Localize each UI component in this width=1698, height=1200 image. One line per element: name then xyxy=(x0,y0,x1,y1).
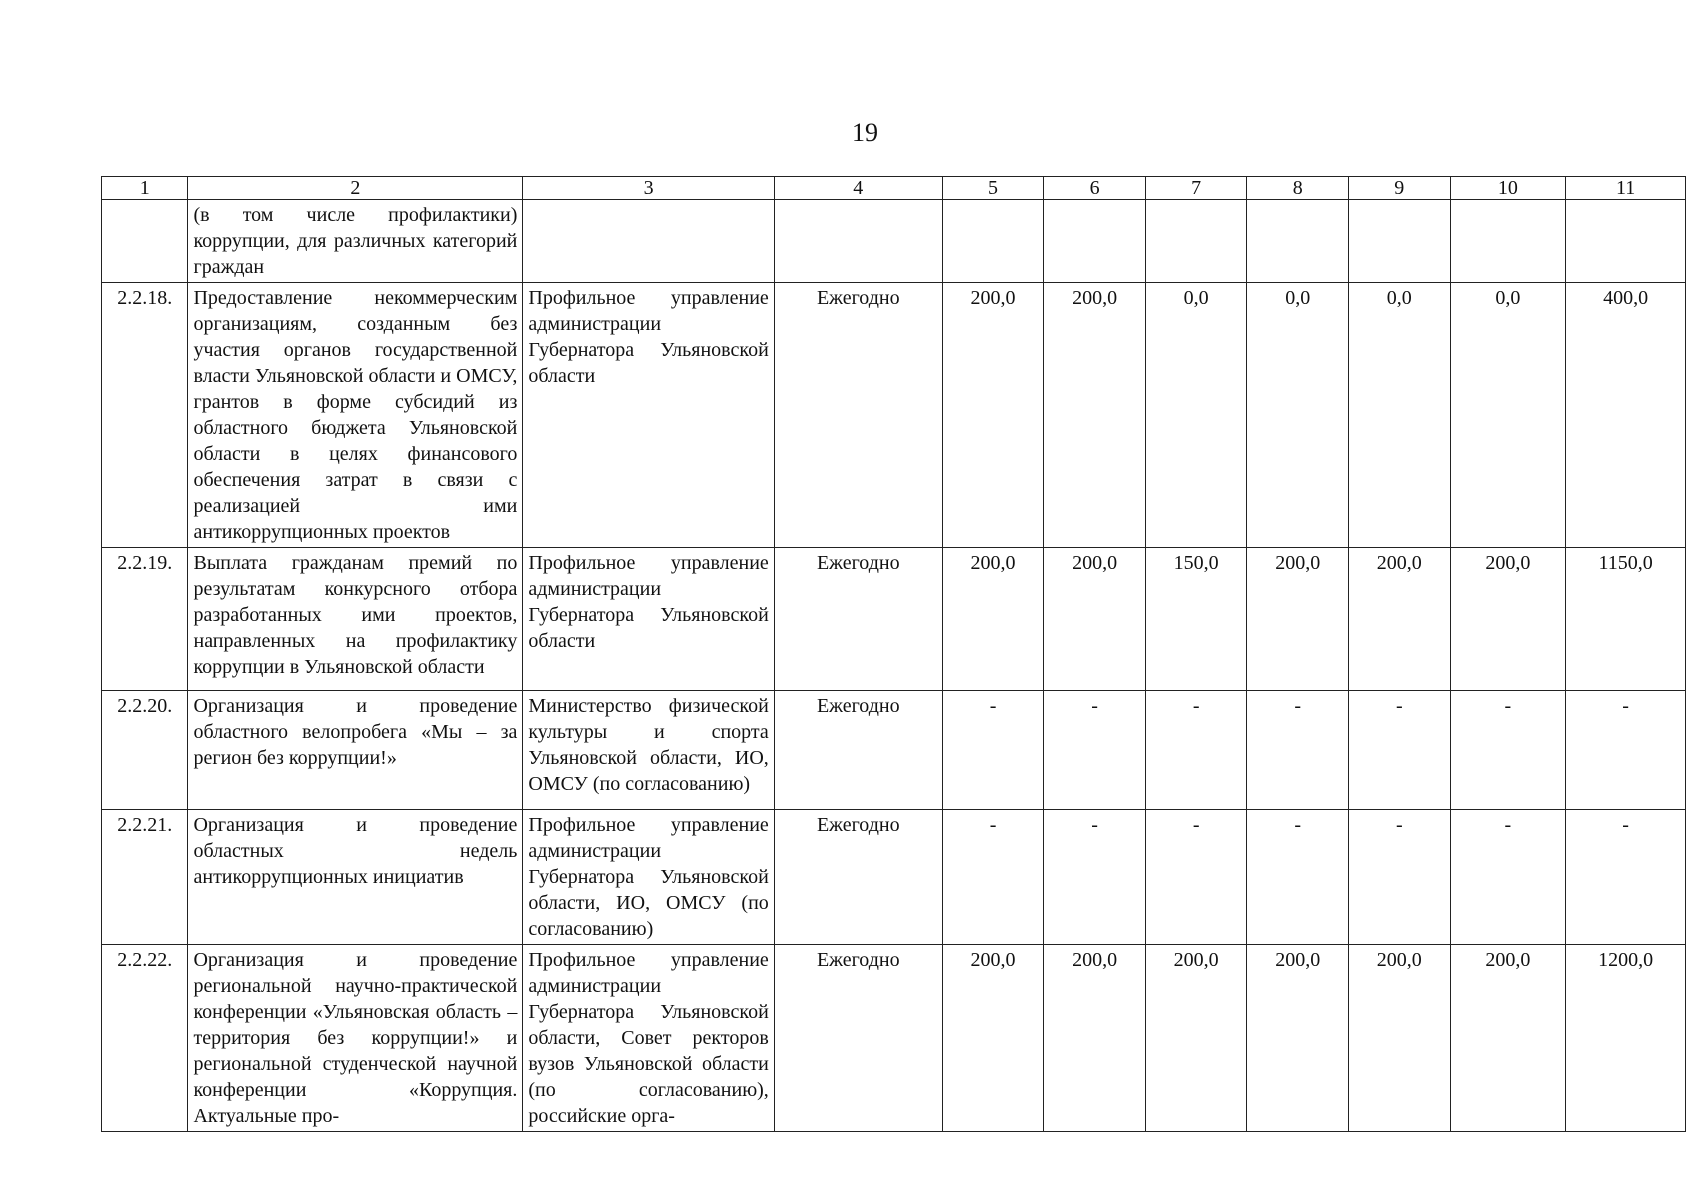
responsible-executor xyxy=(523,200,774,283)
funding-value-col-5: - xyxy=(942,810,1044,945)
column-header-5: 5 xyxy=(942,177,1044,200)
execution-period xyxy=(774,200,942,283)
funding-value-col-6: 200,0 xyxy=(1044,283,1146,548)
activity-description: Организация и проведение областных недель антикоррупционных инициатив xyxy=(188,810,523,945)
column-header-9: 9 xyxy=(1349,177,1451,200)
funding-value-col-8: 0,0 xyxy=(1247,283,1349,548)
column-header-2: 2 xyxy=(188,177,523,200)
funding-value-col-11: 1150,0 xyxy=(1566,548,1686,691)
funding-value-col-7: - xyxy=(1145,691,1247,810)
table-row xyxy=(102,945,1686,1132)
funding-value-col-9: 200,0 xyxy=(1349,945,1451,1132)
table-row xyxy=(102,548,1686,691)
row-number: 2.2.22. xyxy=(102,945,188,1132)
responsible-executor: Профильное управление администрации Губернатора Ульяновской области, Совет ректоров вузов Ульяновской области (по согласованию), российские орга- xyxy=(523,945,774,1132)
funding-value-col-5: 200,0 xyxy=(942,548,1044,691)
row-number: 2.2.19. xyxy=(102,548,188,691)
funding-value-col-10: 200,0 xyxy=(1450,945,1566,1132)
column-header-11: 11 xyxy=(1566,177,1686,200)
funding-value-col-6: - xyxy=(1044,691,1146,810)
funding-value-col-8: - xyxy=(1247,691,1349,810)
funding-value-col-7: 0,0 xyxy=(1145,283,1247,548)
table-row xyxy=(102,691,1686,810)
row-number: 2.2.20. xyxy=(102,691,188,810)
activity-description: Организация и проведение региональной научно-практической конференции «Ульяновская область – территория без коррупции!» и региональной студенческой научной конференции «Коррупция. Актуальные про- xyxy=(188,945,523,1132)
funding-value-col-11: 400,0 xyxy=(1566,283,1686,548)
funding-value-col-7 xyxy=(1145,200,1247,283)
funding-value-col-10: 0,0 xyxy=(1450,283,1566,548)
execution-period: Ежегодно xyxy=(774,691,942,810)
row-number: 2.2.18. xyxy=(102,283,188,548)
funding-value-col-6: 200,0 xyxy=(1044,945,1146,1132)
funding-value-col-11: - xyxy=(1566,810,1686,945)
responsible-executor: Профильное управление администрации Губернатора Ульяновской области xyxy=(523,283,774,548)
funding-value-col-8: - xyxy=(1247,810,1349,945)
funding-value-col-7: - xyxy=(1145,810,1247,945)
column-header-7: 7 xyxy=(1145,177,1247,200)
funding-value-col-8: 200,0 xyxy=(1247,945,1349,1132)
table-row xyxy=(102,283,1686,548)
responsible-executor: Профильное управление администрации Губернатора Ульяновской области xyxy=(523,548,774,691)
funding-value-col-10: - xyxy=(1450,810,1566,945)
column-header-3: 3 xyxy=(523,177,774,200)
header-row xyxy=(102,177,1686,200)
funding-value-col-11: 1200,0 xyxy=(1566,945,1686,1132)
funding-value-col-10 xyxy=(1450,200,1566,283)
funding-value-col-7: 150,0 xyxy=(1145,548,1247,691)
responsible-executor: Профильное управление администрации Губернатора Ульяновской области, ИО, ОМСУ (по согласованию) xyxy=(523,810,774,945)
funding-value-col-8: 200,0 xyxy=(1247,548,1349,691)
funding-value-col-9 xyxy=(1349,200,1451,283)
funding-value-col-9: - xyxy=(1349,810,1451,945)
funding-value-col-9: 0,0 xyxy=(1349,283,1451,548)
column-header-4: 4 xyxy=(774,177,942,200)
row-number xyxy=(102,200,188,283)
funding-value-col-5: 200,0 xyxy=(942,945,1044,1132)
funding-value-col-6: - xyxy=(1044,810,1146,945)
funding-value-col-10: 200,0 xyxy=(1450,548,1566,691)
funding-value-col-8 xyxy=(1247,200,1349,283)
execution-period: Ежегодно xyxy=(774,283,942,548)
funding-value-col-5 xyxy=(942,200,1044,283)
column-header-10: 10 xyxy=(1450,177,1566,200)
execution-period: Ежегодно xyxy=(774,810,942,945)
column-header-8: 8 xyxy=(1247,177,1349,200)
column-header-6: 6 xyxy=(1044,177,1146,200)
column-header-1: 1 xyxy=(102,177,188,200)
funding-value-col-5: - xyxy=(942,691,1044,810)
funding-value-col-11 xyxy=(1566,200,1686,283)
funding-value-col-6 xyxy=(1044,200,1146,283)
program-table xyxy=(101,176,1686,1132)
funding-value-col-6: 200,0 xyxy=(1044,548,1146,691)
funding-value-col-7: 200,0 xyxy=(1145,945,1247,1132)
funding-value-col-11: - xyxy=(1566,691,1686,810)
activity-description: Выплата гражданам премий по результатам конкурсного отбора разработанных ими проектов, направленных на профилактику коррупции в Ульяновской области xyxy=(188,548,523,691)
funding-value-col-9: 200,0 xyxy=(1349,548,1451,691)
activity-description: Предоставление некоммерческим организациям, созданным без участия органов государственной власти Ульяновской области и ОМСУ, грантов в форме субсидий из областного бюджета Ульяновской области в целях финансового обеспечения затрат в связи с реализацией ими антикоррупционных проектов xyxy=(188,283,523,548)
funding-value-col-9: - xyxy=(1349,691,1451,810)
table-row xyxy=(102,200,1686,283)
page-number: 19 xyxy=(852,118,878,147)
table-row xyxy=(102,810,1686,945)
responsible-executor: Министерство физической культуры и спорта Ульяновской области, ИО, ОМСУ (по согласованию) xyxy=(523,691,774,810)
execution-period: Ежегодно xyxy=(774,548,942,691)
activity-description: (в том числе профилактики) коррупции, для различных категорий граждан xyxy=(188,200,523,283)
funding-value-col-10: - xyxy=(1450,691,1566,810)
funding-value-col-5: 200,0 xyxy=(942,283,1044,548)
activity-description: Организация и проведение областного велопробега «Мы – за регион без коррупции!» xyxy=(188,691,523,810)
row-number: 2.2.21. xyxy=(102,810,188,945)
execution-period: Ежегодно xyxy=(774,945,942,1132)
